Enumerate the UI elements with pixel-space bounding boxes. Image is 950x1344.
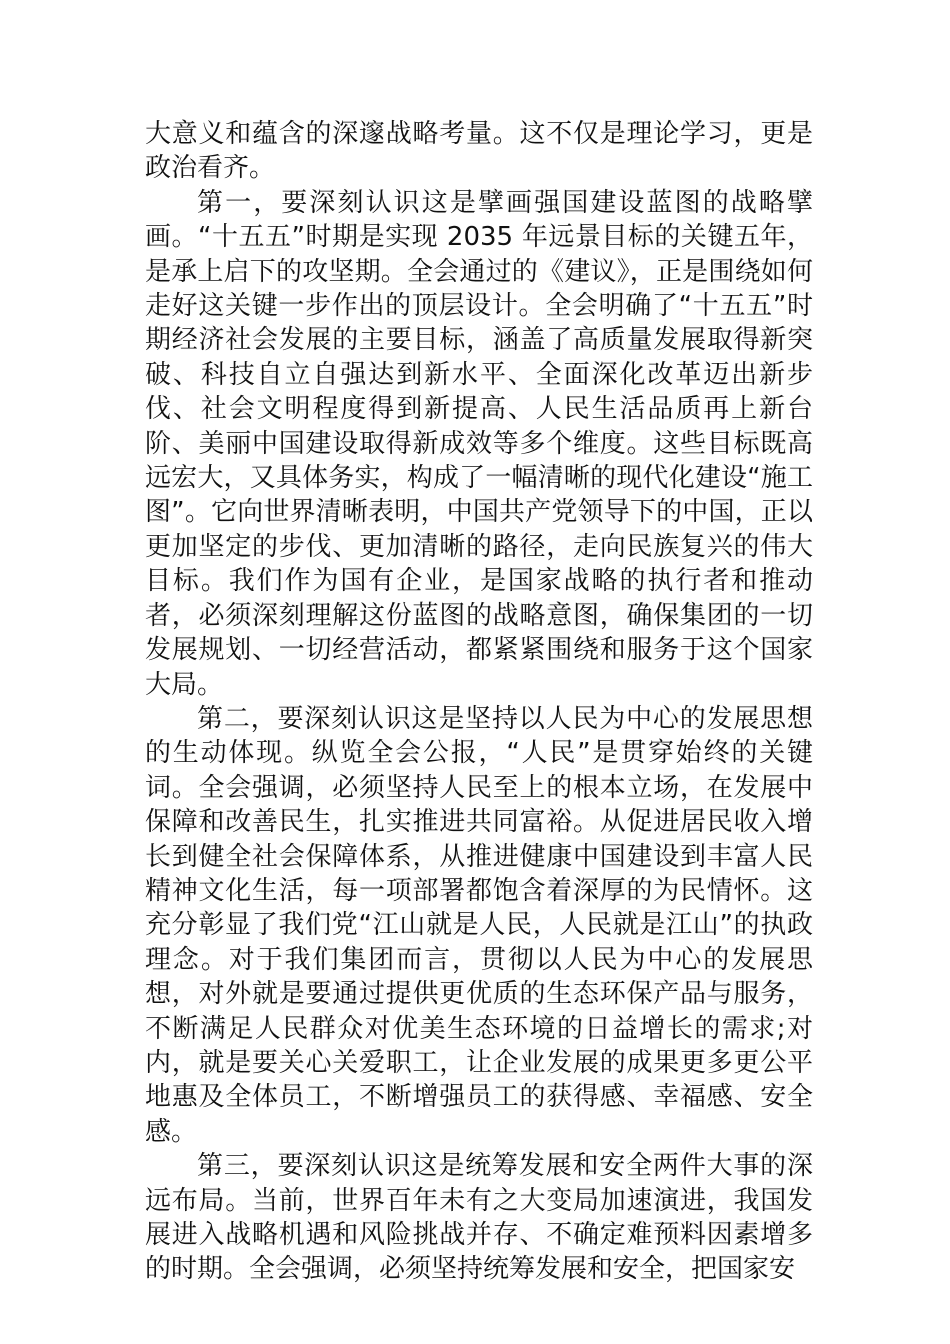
- document-body: [145, 117, 813, 1287]
- paragraph-point-three: 第三，要深刻认识这是统筹发展和安全两件大事的深远布局。当前，世界百年未有之大变局加速演进，我国发展进入战略机遇和风险挑战并存、不确定难预料因素增多的时期。全会强调，必须坚持统筹发展和安全，把国家安: [145, 1151, 813, 1285]
- paragraph-point-one: 第一，要深刻认识这是擘画强国建设蓝图的战略擘画。“十五五”时期是实现 2035 年远景目标的关键五年，是承上启下的攻坚期。全会通过的《建议》，正是围绕如何走好这关键一步作出的顶层设计。全会明确了“十五五”时期经济社会发展的主要目标，涵盖了高质量发展取得新突破、科技自立自强达到新水平、全面深化改革迈出新步伐、社会文明程度得到新提高、人民生活品质再上新台阶、美丽中国建设取得新成效等多个维度。这些目标既高远宏大，又具体务实，构成了一幅清晰的现代化建设“施工图”。它向世界清晰表明，中国共产党领导下的中国，正以更加坚定的步伐、更加清晰的路径，走向民族复兴的伟大目标。我们作为国有企业，是国家战略的执行者和推动者，必须深刻理解这份蓝图的战略意图，确保集团的一切发展规划、一切经营活动，都紧紧围绕和服务于这个国家大局。: [145, 187, 813, 700]
- paragraph-intro-continuation: 大意义和蕴含的深邃战略考量。这不仅是理论学习，更是政治看齐。: [145, 119, 813, 184]
- paragraph-point-two: 第二，要深刻认识这是坚持以人民为中心的发展思想的生动体现。纵览全会公报，“人民”是贯穿始终的关键词。全会强调，必须坚持人民至上的根本立场，在发展中保障和改善民生，扎实推进共同富裕。从促进居民收入增长到健全社会保障体系，从推进健康中国建设到丰富人民精神文化生活，每一项部署都饱含着深厚的为民情怀。这充分彰显了我们党“江山就是人民，人民就是江山”的执政理念。对于我们集团而言，贯彻以人民为中心的发展思想，对外就是要通过提供更优质的生态环保产品与服务，不断满足人民群众对优美生态环境的日益增长的需求;对内，就是要关心关爱职工，让企业发展的成果更多更公平地惠及全体员工，不断增强员工的获得感、幸福感、安全感。: [145, 703, 813, 1147]
